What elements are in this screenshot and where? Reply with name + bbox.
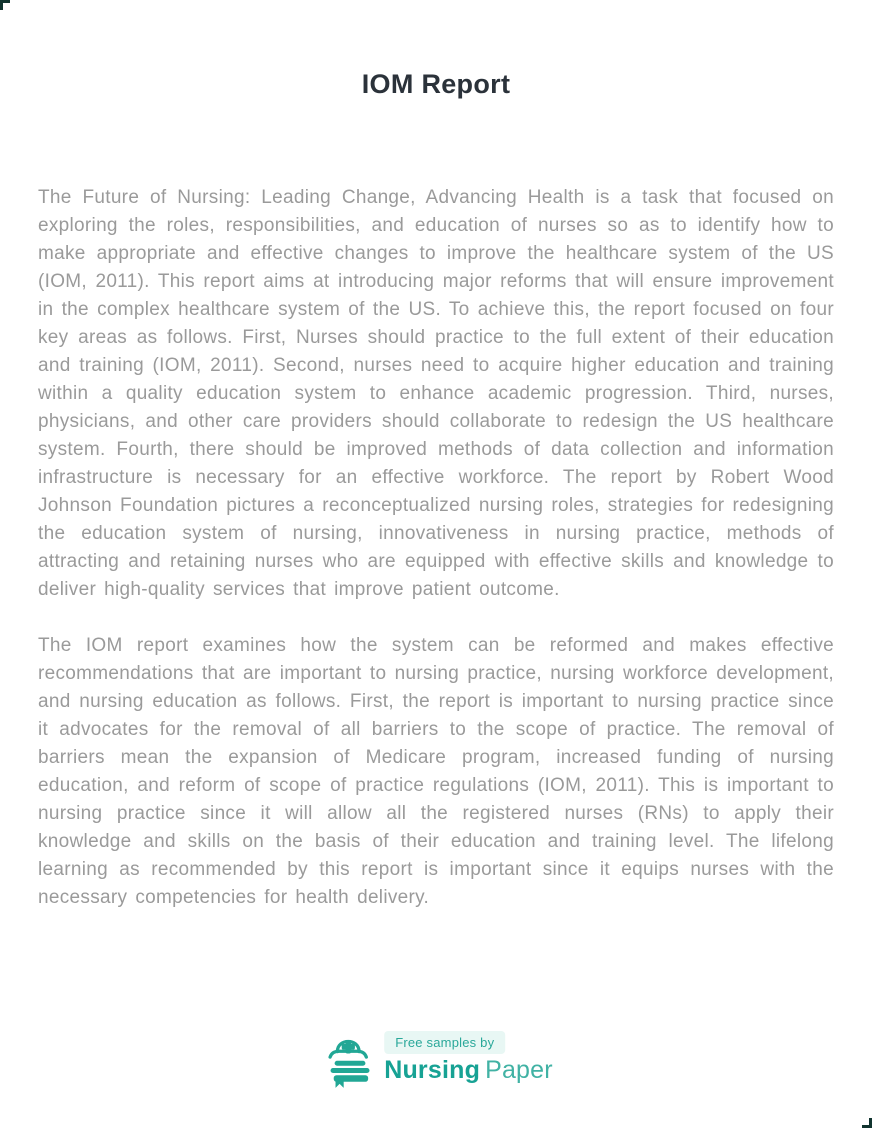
nurse-cap-on-books-icon (319, 1028, 377, 1088)
brand-name-nursing: Nursing (384, 1056, 481, 1084)
brand-wordmark (384, 1055, 553, 1085)
brand-name-paper: Paper (485, 1056, 553, 1084)
free-samples-badge: Free samples by (384, 1031, 505, 1054)
top-left-corner-mark (0, 0, 10, 10)
paragraph-2: The IOM report examines how the system can be reformed and makes effective recommendations that are important to nursing practice, nursing workforce development, and nursing education as follows. First, the report is important to nursing practice since it advocates for the removal of all barriers to the scope of practice. The removal of barriers mean the expansion of Medicare program, increased funding of nursing education, and reform of scope of practice regulations (IOM, 2011). This is important to nursing practice since it will allow all the registered nurses (RNs) to apply their knowledge and skills on the basis of their education and training level. The lifelong learning as recommended by this report is important since it equips nurses with the necessary competencies for health delivery. (38, 635, 834, 908)
document-body (0, 184, 872, 912)
nursingpaper-logo[interactable] (319, 1028, 553, 1088)
paragraph-1: The Future of Nursing: Leading Change, Advancing Health is a task that focused on exploring the roles, responsibilities, and education of nurses so as to identify how to make appropriate and effective changes to improve the healthcare system of the US (IOM, 2011). This report aims at introducing major reforms that will ensure improvement in the complex healthcare system of the US. To achieve this, the report focused on four key areas as follows. First, Nurses should practice to the full extent of their education and training (IOM, 2011). Second, nurses need to acquire higher education and training within a quality education system to enhance academic progression. Third, nurses, physicians, and other care providers should collaborate to redesign the US healthcare system. Fourth, there should be improved methods of data collection and information infrastructure is necessary for an effective workforce. The report by Robert Wood Johnson Foundation pictures a reconceptualized nursing roles, strategies for redesigning the education system of nursing, innovativeness in nursing practice, methods of attracting and retaining nurses who are equipped with effective skills and knowledge to deliver high-quality services that improve patient outcome. (38, 187, 834, 600)
bottom-right-corner-mark (862, 1118, 872, 1128)
page-title: IOM Report (361, 69, 511, 99)
logo-text-block (384, 1031, 553, 1085)
